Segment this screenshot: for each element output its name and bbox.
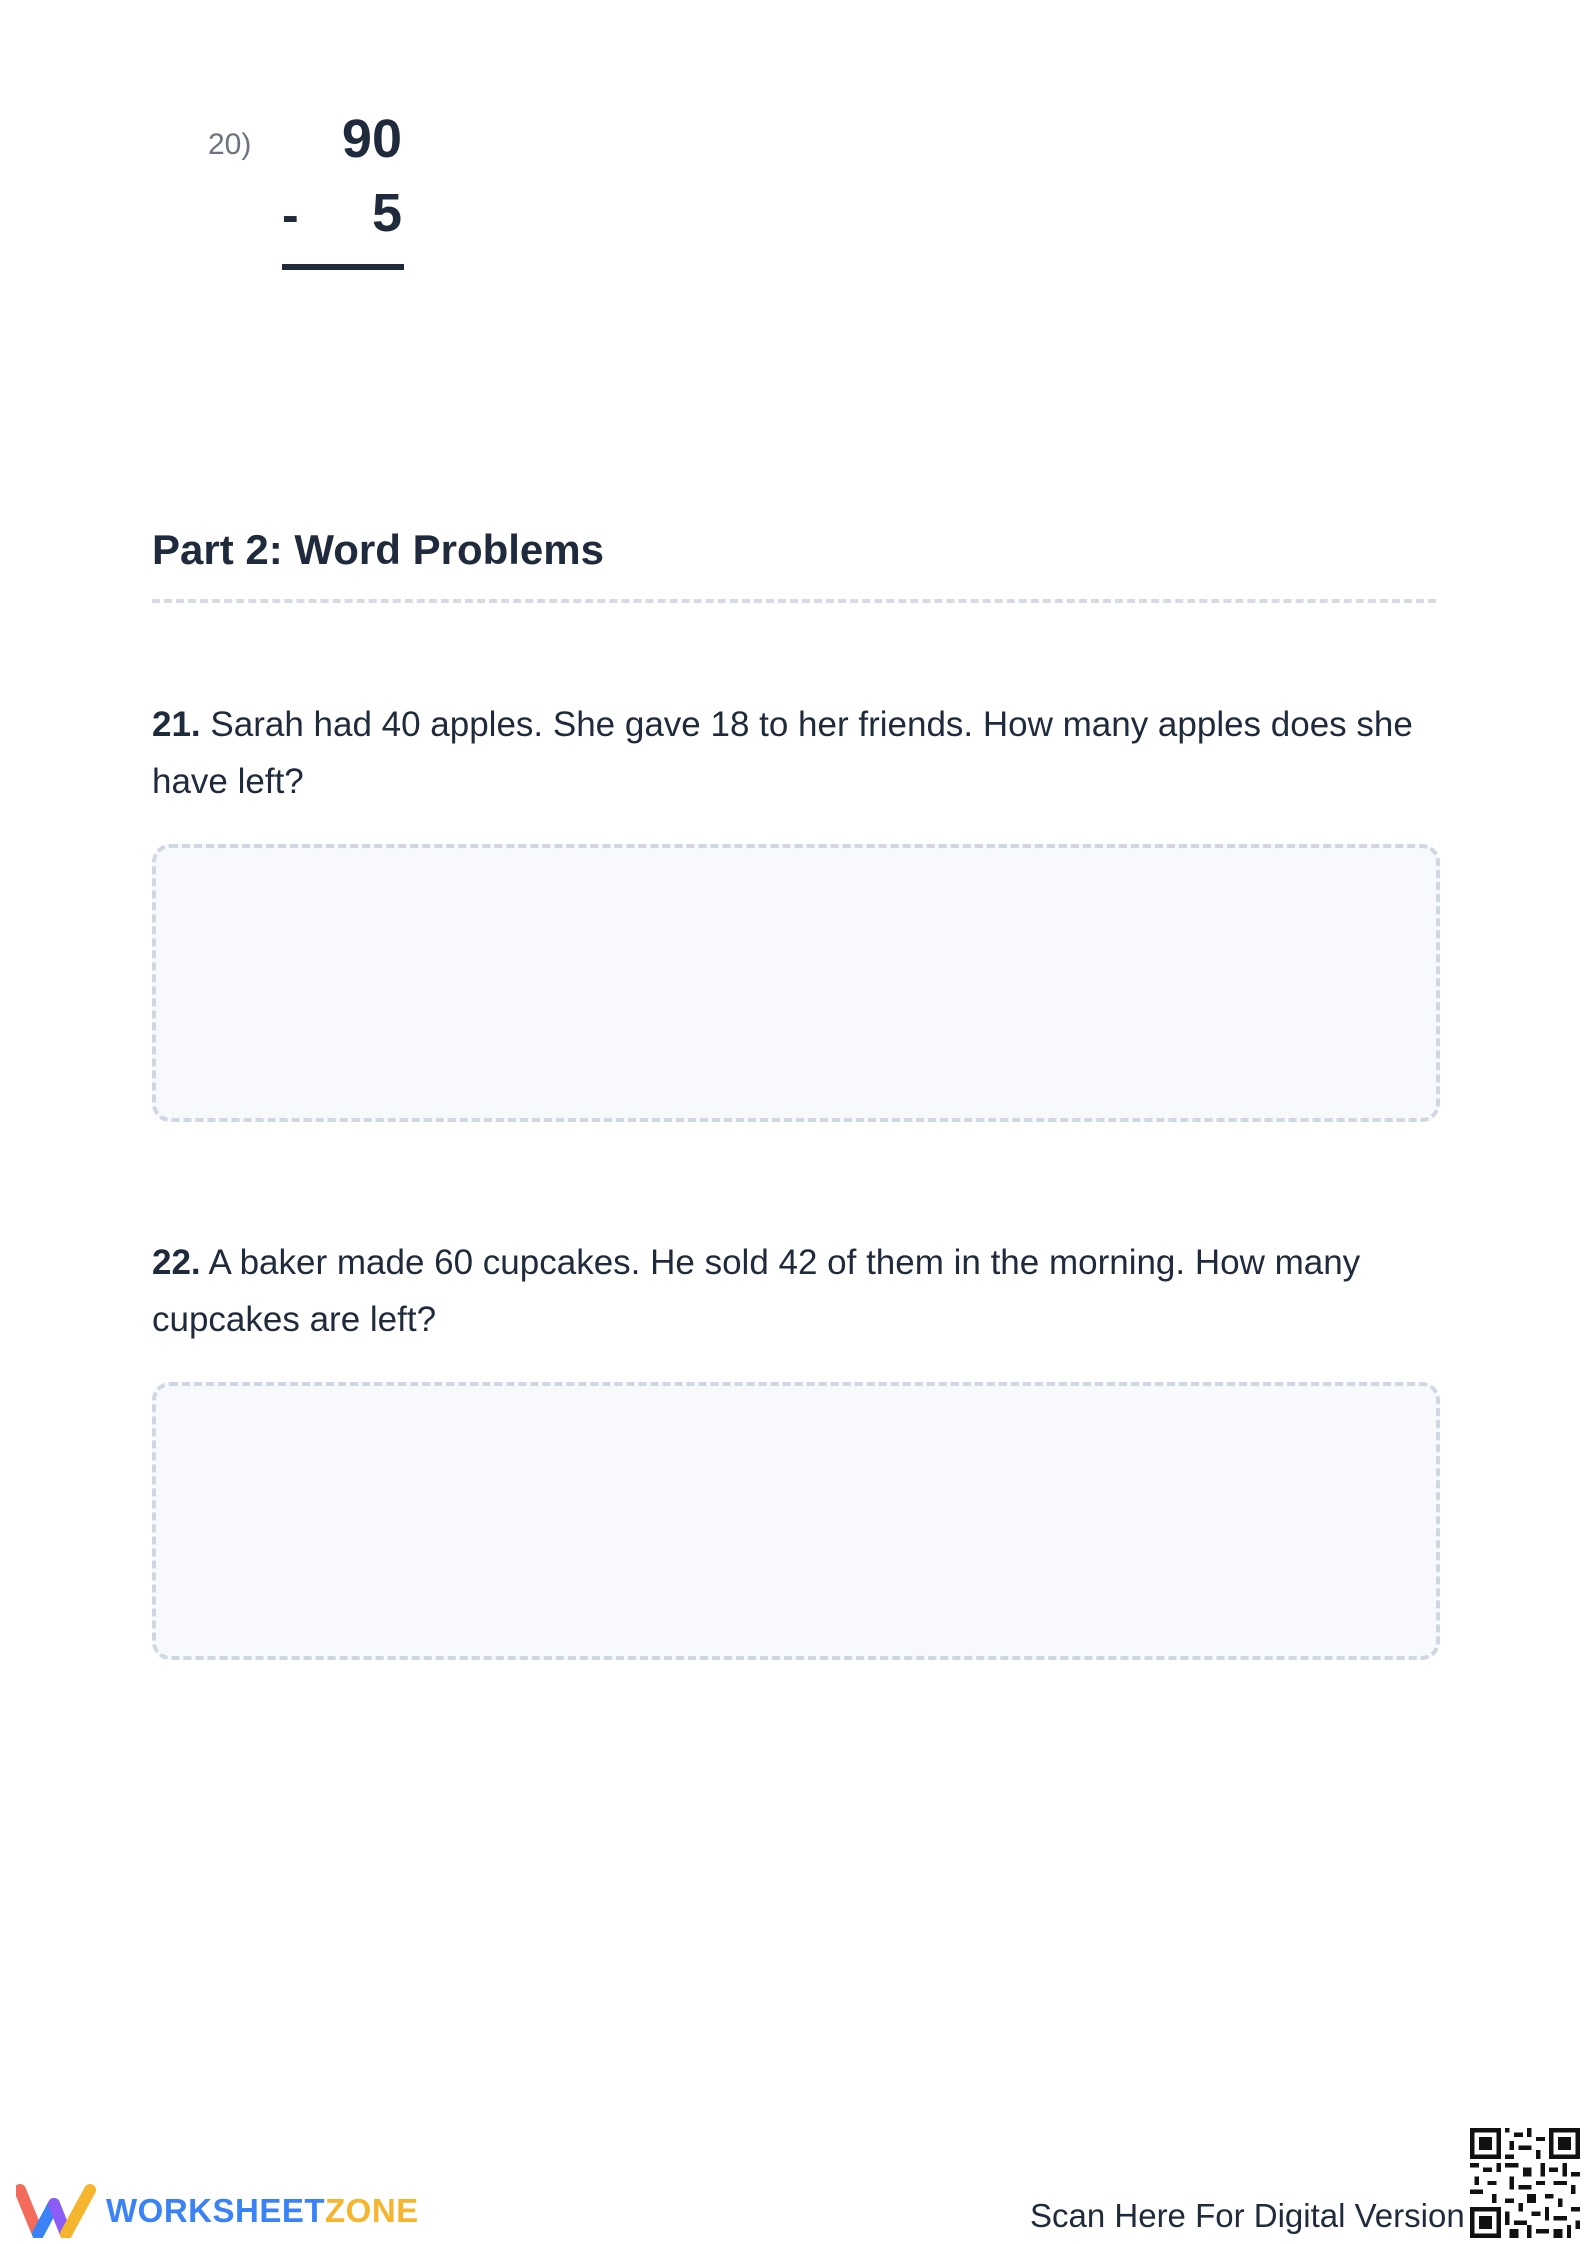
question-21 — [152, 696, 1442, 810]
answer-box-21[interactable] — [152, 844, 1440, 1122]
worksheetzone-logo-icon — [16, 2184, 96, 2238]
question-number: 22. — [152, 1243, 201, 1282]
answer-line — [282, 264, 404, 270]
question-22 — [152, 1234, 1442, 1348]
qr-code-icon[interactable] — [1470, 2128, 1580, 2238]
problem-number: 20) — [208, 128, 252, 161]
question-text: Sarah had 40 apples. She gave 18 to her friends. How many apples does she have left? — [152, 705, 1413, 801]
answer-box-22[interactable] — [152, 1382, 1440, 1660]
scan-instruction: Scan Here For Digital Version — [1030, 2197, 1465, 2234]
section-title: Part 2: Word Problems — [152, 526, 604, 573]
subtrahend: 5 — [371, 183, 402, 243]
question-number: 21. — [152, 705, 201, 744]
minus-operator: - — [282, 187, 299, 243]
section-divider — [152, 599, 1436, 603]
question-text: A baker made 60 cupcakes. He sold 42 of them in the morning. How many cupcakes are left? — [152, 1243, 1361, 1339]
brand-part-1: WORKSHEET — [106, 2192, 325, 2229]
minuend: 90 — [341, 109, 402, 169]
brand-name — [106, 2192, 419, 2230]
brand-part-2: ZONE — [325, 2192, 419, 2229]
